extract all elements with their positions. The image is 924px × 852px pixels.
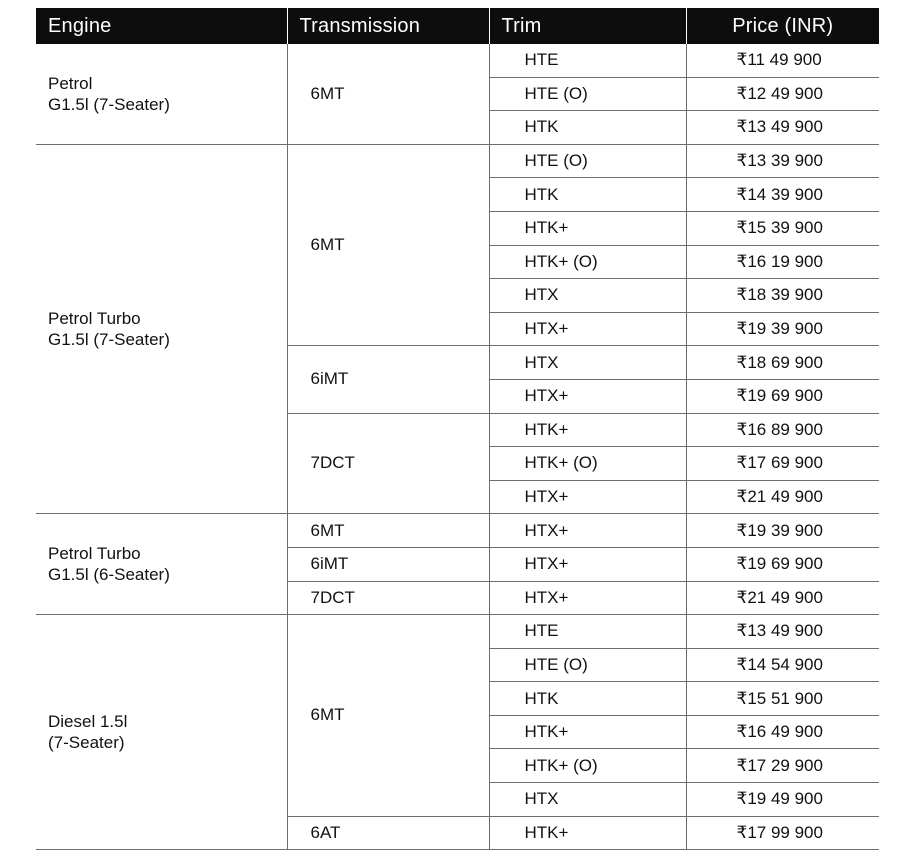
trim-cell: HTK — [489, 178, 686, 212]
engine-column-header: Engine — [36, 8, 287, 44]
trim-cell: HTX — [489, 279, 686, 313]
price-table — [36, 8, 879, 850]
transmission-column-header: Transmission — [287, 8, 489, 44]
trim-cell: HTX+ — [489, 581, 686, 615]
price-cell: ₹17 69 900 — [686, 447, 879, 481]
engine-label-line: Diesel 1.5l — [48, 712, 128, 732]
price-cell: ₹19 69 900 — [686, 547, 879, 581]
price-cell: ₹11 49 900 — [686, 44, 879, 77]
price-cell: ₹16 89 900 — [686, 413, 879, 447]
trim-cell: HTE — [489, 615, 686, 649]
transmission-cell: 6AT — [287, 816, 489, 850]
engine-cell — [36, 615, 287, 850]
price-cell: ₹16 49 900 — [686, 715, 879, 749]
price-cell: ₹19 49 900 — [686, 783, 879, 817]
table-row — [36, 615, 879, 649]
trim-cell: HTE (O) — [489, 144, 686, 178]
price-cell: ₹17 99 900 — [686, 816, 879, 850]
price-cell: ₹21 49 900 — [686, 581, 879, 615]
price-cell: ₹18 69 900 — [686, 346, 879, 380]
trim-cell: HTK+ — [489, 211, 686, 245]
trim-cell: HTX — [489, 346, 686, 380]
price-cell: ₹14 54 900 — [686, 648, 879, 682]
transmission-cell: 6MT — [287, 615, 489, 817]
trim-cell: HTK — [489, 682, 686, 716]
price-cell: ₹19 69 900 — [686, 379, 879, 413]
trim-cell: HTX+ — [489, 547, 686, 581]
trim-cell: HTK+ — [489, 715, 686, 749]
price-cell: ₹19 39 900 — [686, 514, 879, 548]
price-cell: ₹13 39 900 — [686, 144, 879, 178]
table-row — [36, 44, 879, 77]
engine-label-line: Petrol Turbo — [48, 544, 141, 564]
transmission-cell: 7DCT — [287, 413, 489, 514]
trim-cell: HTK+ (O) — [489, 447, 686, 481]
trim-cell: HTK+ (O) — [489, 245, 686, 279]
transmission-cell: 6iMT — [287, 346, 489, 413]
price-cell: ₹12 49 900 — [686, 77, 879, 111]
trim-cell: HTX+ — [489, 480, 686, 514]
engine-label-line: (7-Seater) — [48, 733, 125, 753]
price-cell: ₹21 49 900 — [686, 480, 879, 514]
price-cell: ₹16 19 900 — [686, 245, 879, 279]
trim-cell: HTX+ — [489, 379, 686, 413]
trim-cell: HTK+ (O) — [489, 749, 686, 783]
trim-cell: HTK+ — [489, 816, 686, 850]
engine-cell — [36, 144, 287, 514]
engine-label-line: Petrol — [48, 73, 93, 93]
trim-cell: HTK — [489, 111, 686, 145]
transmission-cell: 6MT — [287, 44, 489, 144]
trim-cell: HTE (O) — [489, 648, 686, 682]
engine-label-line: Petrol Turbo — [48, 309, 141, 329]
price-cell: ₹18 39 900 — [686, 279, 879, 313]
engine-label-line: G1.5l (7-Seater) — [48, 330, 170, 350]
price-column-header: Price (INR) — [686, 8, 879, 44]
engine-label-line: G1.5l (7-Seater) — [48, 94, 170, 114]
header-row — [36, 8, 879, 44]
trim-cell: HTX+ — [489, 514, 686, 548]
price-cell: ₹13 49 900 — [686, 111, 879, 145]
engine-cell — [36, 514, 287, 615]
transmission-cell: 6MT — [287, 144, 489, 346]
trim-column-header: Trim — [489, 8, 686, 44]
trim-cell: HTE — [489, 44, 686, 77]
trim-cell: HTX — [489, 783, 686, 817]
transmission-cell: 6iMT — [287, 547, 489, 581]
price-cell: ₹19 39 900 — [686, 312, 879, 346]
engine-cell — [36, 44, 287, 144]
table-row — [36, 514, 879, 548]
price-cell: ₹15 51 900 — [686, 682, 879, 716]
trim-cell: HTE (O) — [489, 77, 686, 111]
table-header — [36, 8, 879, 44]
transmission-cell: 7DCT — [287, 581, 489, 615]
price-cell: ₹14 39 900 — [686, 178, 879, 212]
engine-label-line: G1.5l (6-Seater) — [48, 565, 170, 585]
trim-cell: HTX+ — [489, 312, 686, 346]
trim-cell: HTK+ — [489, 413, 686, 447]
transmission-cell: 6MT — [287, 514, 489, 548]
price-cell: ₹15 39 900 — [686, 211, 879, 245]
table-body — [36, 44, 879, 850]
price-cell: ₹13 49 900 — [686, 615, 879, 649]
price-cell: ₹17 29 900 — [686, 749, 879, 783]
table-row — [36, 144, 879, 178]
